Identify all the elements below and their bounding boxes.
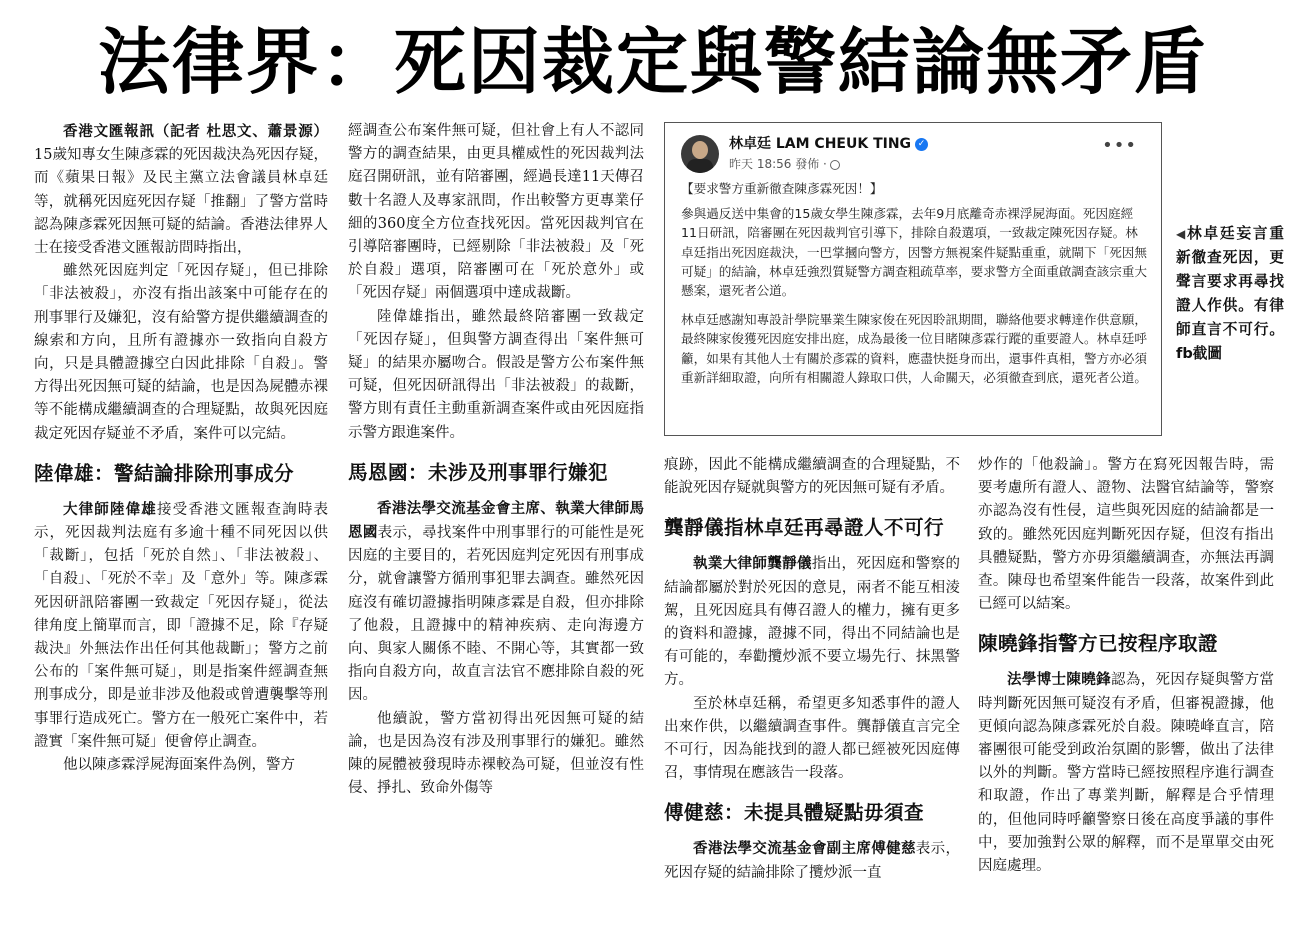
speaker-name: 執業大律師龔靜儀 [693, 555, 812, 573]
verified-badge-icon: ✓ [915, 138, 928, 151]
article-column-1 [34, 120, 328, 940]
paragraph: 雖然死因庭判定「死因存疑」，但已排除「非法被殺」，亦沒有指出該案中可能存在的刑事罪行及嫌犯，沒有給警方提供繼續調查的線索和方向，且所有證據亦一致指向自殺方向，只是具體證據空白因此排除「自殺」。警方得出死因無可疑的結論，也是因為屍體赤裸等不能構成繼續調查的合理疑點，故與死因庭裁定死因存疑並不矛盾，案件可以完結。 [34, 263, 328, 442]
paragraph: 至於林卓廷稱，希望更多知悉事件的證人出來作供，以繼續調查事件。龔靜儀直言完全不可行，因為能找到的證人都已經被死因庭傳召，事情現在應該告一段落。 [664, 695, 960, 782]
byline: 香港文匯報訊（記者 杜思文、蕭景源） [63, 123, 328, 140]
post-timestamp [729, 155, 840, 172]
subheading: 馬恩國：未涉及刑事罪行嫌犯 [348, 460, 609, 484]
paragraph: 陸偉雄指出，雖然最終陪審團一致裁定「死因存疑」，但與警方調查得出「案件無可疑」的結果亦屬吻合。假設是警方公布案件無可疑，但死因研訊得出「非法被殺」的裁斷，警方則有責任主動重新調查案件或由死因庭指示警方跟進案件。 [348, 308, 644, 441]
speaker-name: 香港法學交流基金會主席、執業大律師馬恩國 [348, 499, 644, 542]
paragraph: 炒作的「他殺論」。警方在寫死因報告時，需要考慮所有證人、證物、法醫官結論等，警察亦認為沒有性侵，這些與死因庭的結論都是一致的。雖然死因庭判斷死因存疑，但沒有指出具體疑點，警方亦毋須繼續調查，亦無法再調查。陳母也希望案件能告一段落，故案件到此已經可以結案。 [978, 457, 1274, 613]
post-author [729, 133, 928, 153]
post-title: 【要求警方重新徹查陳彥霖死因！】 [681, 181, 883, 196]
paragraph: 痕跡，因此不能構成繼續調查的合理疑點，不能說死因存疑就與警方的死因無可疑有矛盾。 [664, 457, 960, 497]
paragraph [34, 120, 328, 260]
paragraph: 經調查公布案件無可疑，但社會上有人不認同警方的調查結果，由更具權威性的死因裁判法庭召開研訊，並有陪審團，經過長達11天傳召數十名證人及專家訊問，作出較警方更專業仔細的360度全方位查找死因。當死因裁判官在引導陪審團時，已經剔除「非法被殺」及「死於自殺」選項，陪審團可在「死於意外」或「死因存疑」兩個選項中達成裁斷。 [348, 123, 644, 302]
timestamp-text: 昨天 18:56 發佈 · [729, 157, 827, 171]
headline: 法律界：死因裁定與警結論無矛盾 [97, 20, 1208, 104]
paragraph: 他續說，警方當初得出死因無可疑的結論，也是因為沒有涉及刑事罪行的嫌犯。雖然陳的屍體被發現時赤裸較為可疑，但並沒有性侵、掙扎、致命外傷等 [348, 710, 644, 797]
paragraph-text: 15歲知專女生陳彥霖的死因裁決為死因存疑，而《蘋果日報》及民主黨立法會議員林卓廷等，就稱死因庭死因存疑「推翻」了警方當時認為陳彥霖死因無可疑的結論。香港法律界人士在接受香港文匯報訪問時指出， [34, 147, 328, 257]
speaker-name: 香港法學交流基金會副主席傅健慈 [693, 840, 916, 858]
subheading: 傅健慈：未提具體疑點毋須查 [664, 801, 925, 825]
post-paragraph: 林卓廷感謝知專設計學院畢業生陳家俊在死因聆訊期間，聯絡他要求轉達作供意願，最終陳家俊獲死因庭安排出庭，成為最後一位目睹陳彥霖行蹤的重要證人。林卓廷呼籲，如果有其他人士有關於彥霖的資料，應盡快挺身而出，還事件真相，警方亦必須重新詳細取證，向所有相關證人錄取口供，人命關天，必須徹查到底，還死者公道。 [681, 312, 1147, 385]
paragraph-text: 表示，死因存疑的結論排除了攬炒派一直 [664, 841, 960, 881]
subheading: 龔靜儀指林卓廷再尋證人不可行 [664, 516, 945, 540]
paragraph [34, 498, 328, 754]
article-column-2 [348, 120, 644, 940]
article-column-3 [664, 454, 960, 940]
paragraph-text: 接受香港文匯報查詢時表示，死因裁判法庭有多逾十種不同死因以供「裁斷」，包括「死於自然」、「非法被殺」、「自殺」、「死於不幸」及「意外」等。陳彥霖死因研訊陪審團一致裁定「死因存疑」，從法律角度上簡單而言，即「證據不足，除『存疑裁決』外無法作出任何其他裁斷」；警方之前公布的「案件無可疑」，則是指案件經調查無刑事成分，即是並非涉及他殺或曾遭襲擊等刑事罪行造成死亡。警方在一般死亡案件中，若證實「案件無可疑」便會停止調查。 [34, 501, 328, 750]
paragraph: 他以陳彥霖浮屍海面案件為例，警方 [63, 757, 295, 774]
paragraph [978, 668, 1274, 878]
globe-icon [830, 160, 840, 170]
subheading: 陳曉鋒指警方已按程序取證 [978, 632, 1219, 656]
more-options-icon: ••• [1102, 135, 1137, 156]
photo-caption [1176, 222, 1284, 366]
paragraph-text: 指出，死因庭和警察的結論都屬於對於死因的意見，兩者不能互相淩駕，且死因庭具有傳召證人的權力，擁有更多的資料和證據，證據不同，得出不同結論也是有可能的，奉勸攬炒派不要立場先行、抹黑警方。 [664, 556, 960, 689]
post-paragraph: 參與過反送中集會的15歲女學生陳彥霖，去年9月底離奇赤裸浮屍海面。死因庭經11日研訊，陪審團在死因裁判官引導下，排除自殺選項，一致裁定陳死因存疑。林卓廷指出死因庭裁決，一巴掌摑向警方，因警方無視案件疑點重重，就閘下「死因無可疑」的結論，林卓廷強烈質疑警方調查粗疏草率，要求警方全面重啟調查該宗重大懸案，還死者公道。 [681, 206, 1147, 299]
avatar [681, 135, 719, 173]
speaker-name: 大律師陸偉雄 [63, 500, 157, 518]
paragraph [348, 497, 644, 708]
article-column-4 [978, 454, 1274, 940]
author-name: 林卓廷 LAM CHEUK TING [729, 136, 912, 152]
paragraph-text: 認為，死因存疑與警方當時判斷死因無可疑沒有矛盾，但審視證據，他更傾向認為陳彥霖死於自殺。陳曉峰直言，陪審團很可能受到政治氛圍的影響，做出了法律以外的判斷。警方當時已經按照程序進行調查和取證，作出了專業判斷，解釋是合乎情理的，但他同時呼籲警察日後在高度爭議的事件中，要加強對公眾的解釋，而不是單單交由死因庭處理。 [978, 672, 1274, 875]
post-body [681, 179, 1147, 387]
paragraph [664, 837, 960, 884]
paragraph [664, 552, 960, 692]
caption-text: 林卓廷妄言重新徹查死因，更聲言要求再尋找證人作供。有律師直言不可行。 fb截圖 [1176, 225, 1284, 362]
caption-arrow-icon: ◀ [1176, 227, 1188, 241]
subheading: 陸偉雄：警結論排除刑事成分 [34, 461, 295, 485]
speaker-name: 法學博士陳曉鋒 [1007, 671, 1111, 689]
paragraph-text: 表示，尋找案件中刑事罪行的可能性是死因庭的主要目的，若死因庭判定死因有刑事成分，就會讓警方循刑事犯罪去調查。雖然死因庭沒有確切證據指明陳彥霖是自殺，但亦排除了他殺，且證據中的精神疾病、走向海邊方向、與家人關係不睦、不開心等，其實都一致指向自殺方向，故直言法官不應排除自殺的死因。 [348, 525, 644, 704]
facebook-post-screenshot [664, 122, 1162, 436]
